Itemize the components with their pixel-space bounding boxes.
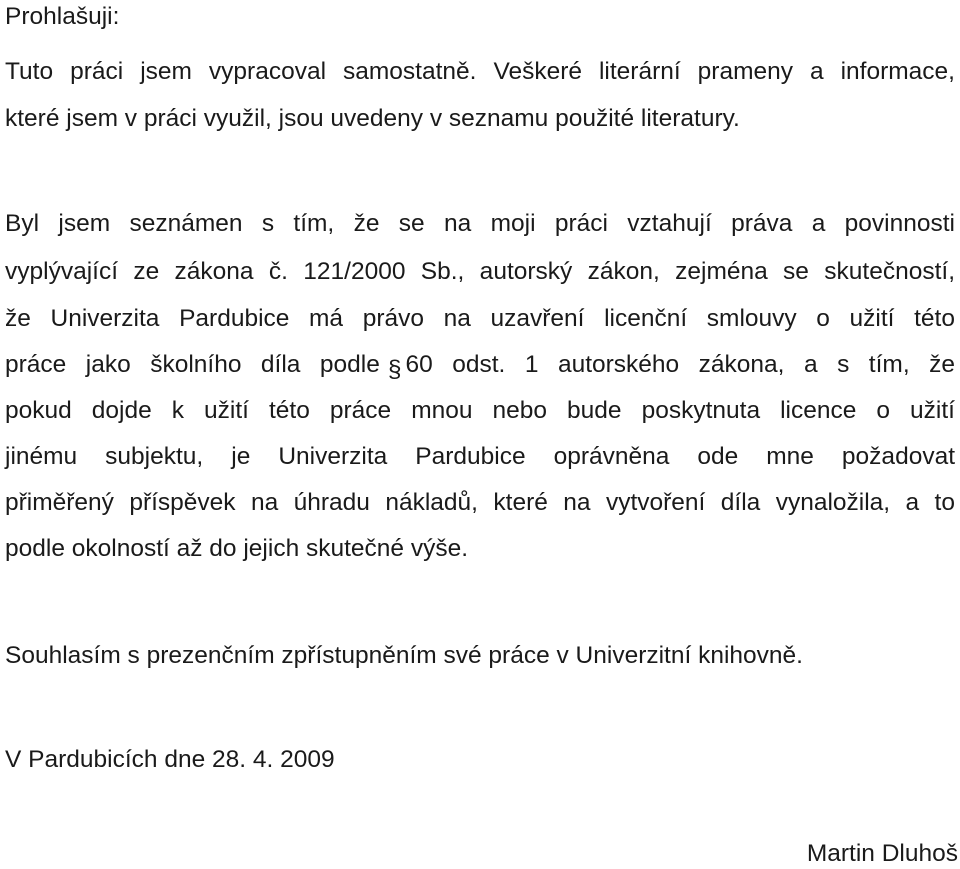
paragraph-2-line-3: že Univerzita Pardubice má právo na uzavření licenční smlouvy o užití této bbox=[5, 305, 955, 332]
paragraph-2-line-4-end: 60 odst. 1 autorského zákona, a s tím, že bbox=[405, 351, 955, 378]
paragraph-2-line-7: přiměřený příspěvek na úhradu nákladů, které na vytvoření díla vynaložila, a to bbox=[5, 489, 955, 516]
place-date: V Pardubicích dne 28. 4. 2009 bbox=[5, 746, 335, 773]
library-consent: Souhlasím s prezenčním zpřístupněním své práce v Univerzitní knihovně. bbox=[5, 642, 803, 669]
declaration-page bbox=[5, 0, 955, 865]
paragraph-1-line-1: Tuto práci jsem vypracoval samostatně. Veškeré literární prameny a informace, bbox=[5, 58, 955, 85]
paragraph-1-line-2: které jsem v práci využil, jsou uvedeny v seznamu použité literatury. bbox=[5, 105, 740, 132]
section-symbol: § bbox=[387, 356, 402, 383]
paragraph-2-line-8: podle okolností až do jejich skutečné výše. bbox=[5, 535, 469, 562]
author-name: Martin Dluhoš bbox=[806, 840, 958, 867]
declaration-heading: Prohlašuji: bbox=[5, 3, 120, 30]
paragraph-2-line-4 bbox=[5, 350, 955, 383]
paragraph-2-line-1: Byl jsem seznámen s tím, že se na moji práci vztahují práva a povinnosti bbox=[5, 210, 955, 237]
paragraph-2-line-6: jinému subjektu, je Univerzita Pardubice oprávněna ode mne požadovat bbox=[5, 443, 955, 470]
paragraph-2-line-2: vyplývající ze zákona č. 121/2000 Sb., autorský zákon, zejména se skutečností, bbox=[5, 258, 955, 285]
paragraph-2-line-5: pokud dojde k užití této práce mnou nebo bude poskytnuta licence o užití bbox=[5, 397, 955, 424]
paragraph-2-line-4-start: práce jako školního díla podle bbox=[5, 351, 380, 378]
